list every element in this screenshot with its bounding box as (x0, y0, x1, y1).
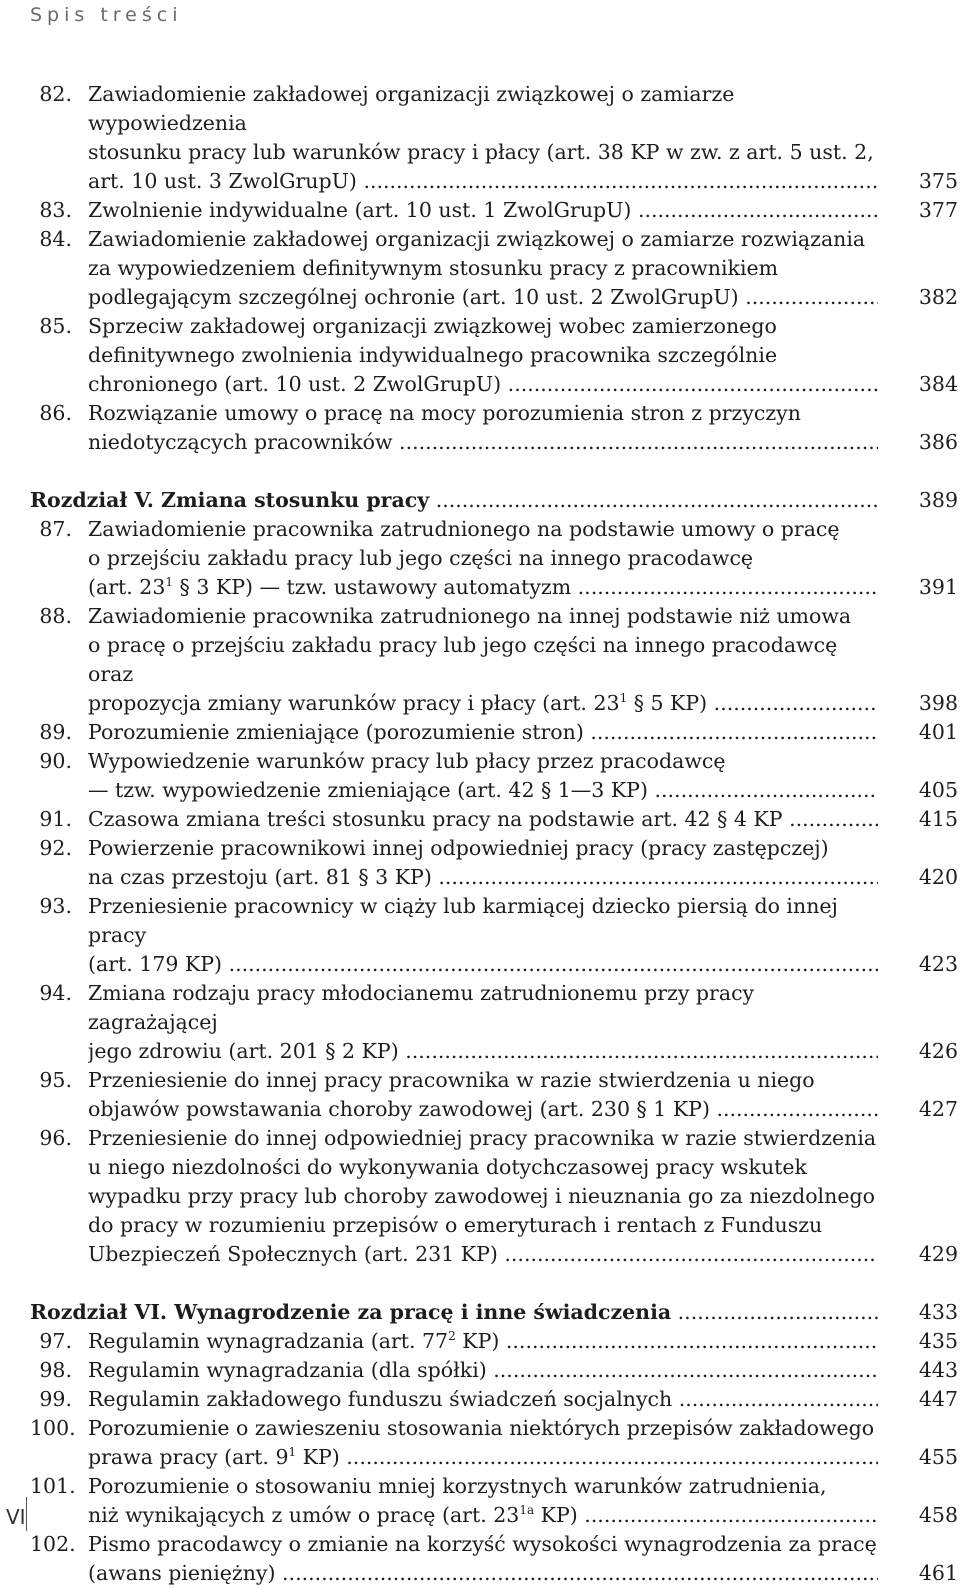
entry-title (88, 747, 878, 805)
entry-number: 95. (39, 1068, 72, 1092)
entry-title (88, 80, 878, 196)
entry-title-last-line (88, 196, 878, 225)
entry-title-line: u niego niezdolności do wykonywania dotychczasowej pracy wskutek (88, 1155, 807, 1179)
entry-number: 86. (39, 401, 72, 425)
entry-title (88, 602, 878, 718)
entry-number: 84. (39, 227, 72, 251)
entry-page-number: 382 (918, 285, 958, 309)
chapter-title-line (30, 486, 878, 515)
entry-title (88, 1066, 878, 1124)
entry-title-text: KP) (534, 1503, 578, 1527)
entry-title-text: podlegającym szczególnej ochronie (art. 10 ust. 2 ZwolGrupU) (88, 285, 739, 309)
entry-title (88, 1385, 878, 1414)
entry-title-last-line (88, 718, 878, 747)
entry-title-line: za wypowiedzeniem definitywnym stosunku pracy z pracownikiem (88, 256, 779, 280)
entry-title-text: § 3 KP) — tzw. ustawowy automatyzm (173, 575, 572, 599)
entry-title-line: Przeniesienie pracownicy w ciąży lub karmiącej dziecko piersią do innej pracy (88, 894, 838, 947)
entry-page-number: 423 (918, 952, 958, 976)
entry-page-number: 386 (918, 430, 958, 454)
entry-title-text: Czasowa zmiana treści stosunku pracy na podstawie art. 42 § 4 KP (88, 807, 783, 831)
entry-title-line: Zawiadomienie zakładowej organizacji związkowej o zamiarze rozwiązania (88, 227, 866, 251)
entry-title-text: Regulamin wynagradzania (art. 77 (88, 1329, 449, 1353)
superscript: 2 (448, 1329, 456, 1343)
entry-title-last-line (88, 689, 878, 718)
entry-title-line: Pismo pracodawcy o zmianie na korzyść wysokości wynagrodzenia za pracę (88, 1532, 877, 1556)
entry-title (88, 892, 878, 979)
entry-page-number: 384 (918, 372, 958, 396)
entry-title-text: objawów powstawania choroby zawodowej (art. 230 § 1 KP) (88, 1097, 710, 1121)
toc-entry[interactable] (30, 834, 958, 892)
entry-title-text: (art. 23 (88, 575, 166, 599)
entry-title-text: § 5 KP) (627, 691, 708, 715)
entry-page-number: 391 (918, 575, 958, 599)
entry-title-line: Rozwiązanie umowy o pracę na mocy porozumienia stron z przyczyn (88, 401, 801, 425)
entry-page-number: 447 (918, 1387, 958, 1411)
entry-page-number: 426 (918, 1039, 958, 1063)
entry-title-last-line (88, 1385, 878, 1414)
entry-number: 94. (39, 981, 72, 1005)
entry-title-last-line (88, 370, 878, 399)
entry-title-text: propozycja zmiany warunków pracy i płacy (art. 23 (88, 691, 620, 715)
entry-title-last-line (88, 1443, 878, 1472)
entry-page-number: 377 (918, 198, 958, 222)
superscript: 1 (165, 575, 174, 589)
entry-number: 90. (39, 749, 72, 773)
toc-entry[interactable] (30, 80, 958, 196)
entry-title-last-line (88, 573, 878, 602)
superscript: 1 (288, 1445, 297, 1459)
entry-title-line: Przeniesienie do innej pracy pracownika w razie stwierdzenia u niego (88, 1068, 815, 1092)
entry-title-text: Zwolnienie indywidualne (art. 10 ust. 1 ZwolGrupU) (88, 198, 632, 222)
entry-title-text: Ubezpieczeń Społecznych (art. 231 KP) (88, 1242, 498, 1266)
entry-title-line: o pracę o przejściu zakładu pracy lub jego części na innego pracodawcę oraz (88, 633, 838, 686)
toc-entry[interactable] (30, 1414, 958, 1472)
toc-entry[interactable] (30, 602, 958, 718)
toc-entry[interactable] (30, 1356, 958, 1385)
entry-title-text: prawa pracy (art. 9 (88, 1445, 289, 1469)
chapter-title-text: Rozdział VI. Wynagrodzenie za pracę i inne świadczenia (30, 1300, 672, 1324)
entry-title-text: niż wynikających z umów o pracę (art. 23 (88, 1503, 520, 1527)
toc-entry[interactable] (30, 1472, 958, 1530)
entry-title-line: Zawiadomienie zakładowej organizacji związkowej o zamiarze wypowiedzenia (88, 82, 735, 135)
entry-number: 85. (39, 314, 72, 338)
entry-title-line: Wypowiedzenie warunków pracy lub płacy przez pracodawcę (88, 749, 726, 773)
entry-title-last-line (88, 283, 878, 312)
entry-title-last-line (88, 805, 878, 834)
entry-title-last-line (88, 167, 878, 196)
entry-page-number: 427 (918, 1097, 958, 1121)
entry-page-number: 429 (918, 1242, 958, 1266)
entry-title-line: stosunku pracy lub warunków pracy i płacy (art. 38 KP w zw. z art. 5 ust. 2, (88, 140, 874, 164)
toc-entry[interactable] (30, 399, 958, 457)
entry-number: 102. (30, 1532, 76, 1556)
entry-page-number: 458 (918, 1503, 958, 1527)
superscript: 1a (519, 1503, 535, 1517)
toc-entry[interactable] (30, 1530, 958, 1588)
entry-title-text: chronionego (art. 10 ust. 2 ZwolGrupU) (88, 372, 502, 396)
entry-title-last-line (88, 1356, 878, 1385)
entry-title (88, 718, 878, 747)
entry-number: 87. (39, 517, 72, 541)
entry-title (88, 225, 878, 312)
entry-title-text: jego zdrowiu (art. 201 § 2 KP) (88, 1039, 399, 1063)
entry-title-last-line (88, 776, 878, 805)
entry-title (88, 1530, 878, 1588)
entry-page-number: 443 (918, 1358, 958, 1382)
entry-number: 98. (39, 1358, 72, 1382)
entry-title-text: KP) (455, 1329, 500, 1353)
entry-page-number: 420 (918, 865, 958, 889)
chapter-page-number: 389 (918, 488, 958, 512)
entry-title-line: Sprzeciw zakładowej organizacji związkowej wobec zamierzonego (88, 314, 777, 338)
toc-entry[interactable] (30, 1066, 958, 1124)
entry-page-number: 401 (918, 720, 958, 744)
entry-title (88, 1472, 878, 1530)
entry-page-number: 435 (918, 1329, 958, 1353)
entry-title-line: definitywnego zwolnienia indywidualnego pracownika szczególnie (88, 343, 778, 367)
entry-title-line: o przejściu zakładu pracy lub jego części na innego pracodawcę (88, 546, 754, 570)
entry-number: 93. (39, 894, 72, 918)
entry-title-text: Regulamin zakładowego funduszu świadczeń socjalnych (88, 1387, 673, 1411)
entry-title (88, 1414, 878, 1472)
toc-entry[interactable] (30, 892, 958, 979)
entry-title-line: Zmiana rodzaju pracy młodocianemu zatrudnionemu przy pracy zagrażającej (88, 981, 755, 1034)
running-header: Spis treści (30, 4, 183, 26)
entry-title (88, 1124, 878, 1269)
page-number: VI (6, 1505, 26, 1529)
entry-number: 88. (39, 604, 72, 628)
toc-entry[interactable] (30, 747, 958, 805)
entry-title-last-line (88, 1501, 878, 1530)
entry-title-last-line (88, 1037, 878, 1066)
entry-number: 92. (39, 836, 72, 860)
entry-number: 99. (39, 1387, 72, 1411)
entry-title-last-line (88, 1559, 878, 1588)
entry-title-text: (awans pieniężny) (88, 1561, 276, 1585)
toc-entry[interactable] (30, 718, 958, 747)
entry-number: 100. (30, 1416, 76, 1440)
toc-entry[interactable] (30, 312, 958, 399)
toc-entry[interactable] (30, 979, 958, 1066)
toc-entry[interactable] (30, 1327, 958, 1356)
entry-title (88, 515, 878, 602)
toc-entry[interactable] (30, 196, 958, 225)
footer-rule (26, 1497, 27, 1531)
toc-entry[interactable] (30, 225, 958, 312)
entry-title-line: Zawiadomienie pracownika zatrudnionego na innej podstawie niż umowa (88, 604, 852, 628)
entry-number: 82. (39, 82, 72, 106)
entry-title-text: na czas przestoju (art. 81 § 3 KP) (88, 865, 432, 889)
entry-title (88, 1327, 878, 1356)
table-of-contents (30, 80, 958, 1588)
entry-page-number: 398 (918, 691, 958, 715)
entry-title-line: Porozumienie o zawieszeniu stosowania niektórych przepisów zakładowego (88, 1416, 875, 1440)
entry-number: 101. (30, 1474, 76, 1498)
chapter-heading[interactable] (30, 1298, 958, 1327)
chapter-title-line (30, 1298, 878, 1327)
entry-title (88, 399, 878, 457)
entry-title-line: wypadku przy pracy lub choroby zawodowej i nieuznania go za niezdolnego (88, 1184, 875, 1208)
entry-title-text: KP) (296, 1445, 340, 1469)
entry-title-last-line (88, 1327, 878, 1356)
entry-title-text: (art. 179 KP) (88, 952, 223, 976)
entry-title (88, 196, 878, 225)
entry-title-line: Przeniesienie do innej odpowiedniej pracy pracownika w razie stwierdzenia (88, 1126, 877, 1150)
entry-title-last-line (88, 1095, 878, 1124)
section-gap (30, 1269, 958, 1298)
entry-title-text: Regulamin wynagradzania (dla spółki) (88, 1358, 487, 1382)
chapter-heading[interactable] (30, 486, 958, 515)
entry-number: 83. (39, 198, 72, 222)
entry-number: 89. (39, 720, 72, 744)
entry-title (88, 979, 878, 1066)
chapter-title-text: Rozdział V. Zmiana stosunku pracy (30, 488, 430, 512)
entry-title-last-line (88, 428, 878, 457)
toc-entry[interactable] (30, 1385, 958, 1414)
entry-title-last-line (88, 950, 878, 979)
entry-page-number: 415 (918, 807, 958, 831)
entry-title-line: do pracy w rozumieniu przepisów o emeryturach i rentach z Funduszu (88, 1213, 823, 1237)
chapter-title (30, 486, 878, 515)
entry-title-line: Powierzenie pracownikowi innej odpowiedniej pracy (pracy zastępczej) (88, 836, 829, 860)
entry-title-last-line (88, 863, 878, 892)
toc-entry[interactable] (30, 805, 958, 834)
chapter-title (30, 1298, 878, 1327)
entry-title-text: art. 10 ust. 3 ZwolGrupU) (88, 169, 357, 193)
entry-title-line: Zawiadomienie pracownika zatrudnionego na podstawie umowy o pracę (88, 517, 840, 541)
entry-title (88, 312, 878, 399)
toc-entry[interactable] (30, 1124, 958, 1269)
chapter-page-number: 433 (918, 1300, 958, 1324)
entry-number: 97. (39, 1329, 72, 1353)
superscript: 1 (619, 691, 628, 705)
entry-title (88, 1356, 878, 1385)
entry-title-line: Porozumienie o stosowaniu mniej korzystnych warunków zatrudnienia, (88, 1474, 827, 1498)
entry-page-number: 461 (918, 1561, 958, 1585)
toc-entry[interactable] (30, 515, 958, 602)
entry-title-text: — tzw. wypowiedzenie zmieniające (art. 42 § 1—3 KP) (88, 778, 648, 802)
section-gap (30, 457, 958, 486)
entry-number: 96. (39, 1126, 72, 1150)
entry-page-number: 455 (918, 1445, 958, 1469)
entry-title-last-line (88, 1240, 878, 1269)
entry-title-text: niedotyczących pracowników (88, 430, 393, 454)
entry-page-number: 405 (918, 778, 958, 802)
entry-page-number: 375 (918, 169, 958, 193)
entry-number: 91. (39, 807, 72, 831)
entry-title (88, 805, 878, 834)
entry-title (88, 834, 878, 892)
entry-title-text: Porozumienie zmieniające (porozumienie stron) (88, 720, 584, 744)
